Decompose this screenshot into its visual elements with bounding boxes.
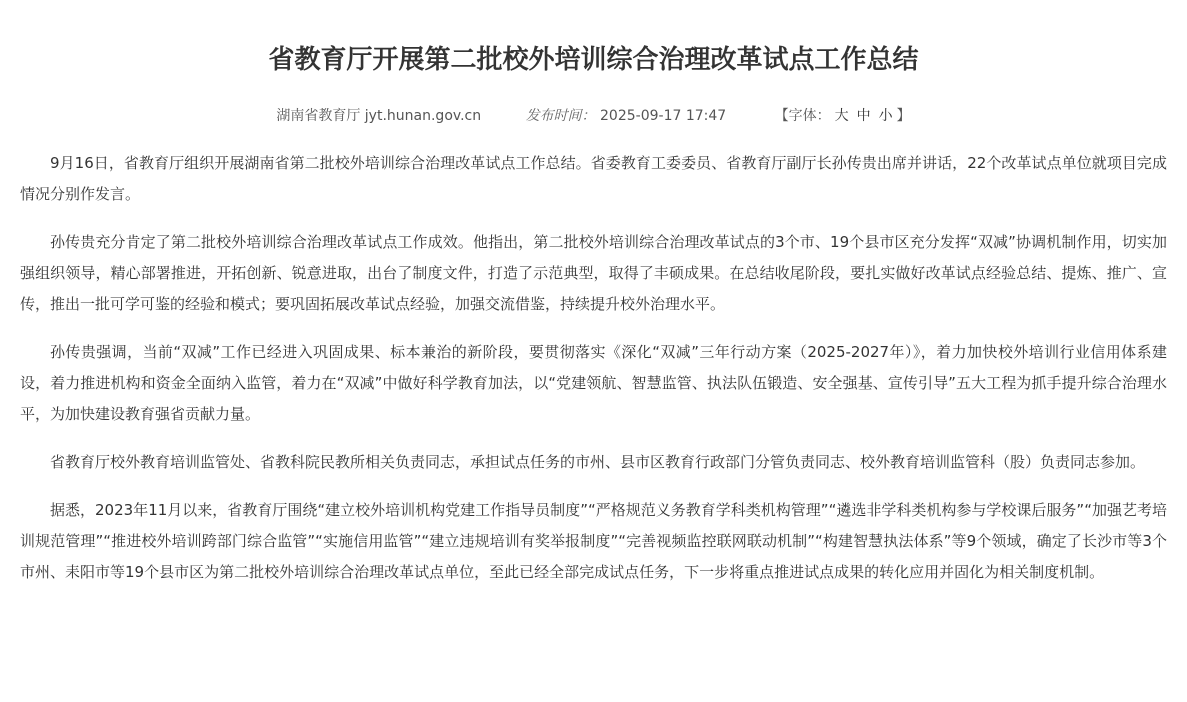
paragraph: 省教育厅校外教育培训监管处、省教科院民教所相关负责同志，承担试点任务的市州、县市区教育行政部门分管负责同志、校外教育培训监管科（股）负责同志参加。	[50, 453, 1146, 471]
article-meta	[20, 102, 1167, 130]
article-body	[20, 148, 1167, 588]
paragraph: 9月16日，省教育厅组织开展湖南省第二批校外培训综合治理改革试点工作总结。省委教育工委委员、省教育厅副厅长孙传贵出席并讲话，22个改革试点单位就项目完成情况分别作发言。	[20, 154, 1167, 203]
font-size-open: 【字体：	[774, 108, 831, 124]
font-size-large-button[interactable]: 大	[834, 108, 849, 124]
article-title: 省教育厅开展第二批校外培训综合治理改革试点工作总结	[268, 45, 919, 75]
paragraph: 据悉，2023年11月以来，省教育厅围绕“建立校外培训机构党建工作指导员制度”“严格规范义务教育学科类机构管理”“遴选非学科类机构参与学校课后服务”“加强艺考培训规范管理”“推进校外培训跨部门综合监管”“实施信用监管”“建立违规培训有奖举报制度”“完善视频监控联网联动机制”“构建智慧执法体系”等9个领域，确定了长沙市等3个市州、耒阳市等19个县市区为第二批校外培训综合治理改革试点单位，至此已经全部完成试点任务，下一步将重点推进试点成果的转化应用并固化为相关制度机制。	[20, 501, 1167, 581]
publish-time: 2025-09-17 17:47	[600, 108, 727, 124]
source-label: 湖南省教育厅 jyt.hunan.gov.cn	[276, 108, 482, 124]
font-size-close: 】	[896, 108, 911, 124]
publish-time-label: 发布时间：	[525, 108, 596, 124]
font-size-medium-button[interactable]: 中	[856, 108, 871, 124]
font-size-small-button[interactable]: 小	[878, 108, 893, 124]
paragraph: 孙传贵充分肯定了第二批校外培训综合治理改革试点工作成效。他指出，第二批校外培训综合治理改革试点的3个市、19个县市区充分发挥“双减”协调机制作用，切实加强组织领导，精心部署推进，开拓创新、锐意进取，出台了制度文件，打造了示范典型，取得了丰硕成果。在总结收尾阶段，要扎实做好改革试点经验总结、提炼、推广、宣传，推出一批可学可鉴的经验和模式；要巩固拓展改革试点经验，加强交流借鉴，持续提升校外治理水平。	[20, 233, 1167, 313]
font-size-switcher	[775, 102, 911, 130]
paragraph: 孙传贵强调，当前“双减”工作已经进入巩固成果、标本兼治的新阶段，要贯彻落实《深化“双减”三年行动方案（2025-2027年）》，着力加快校外培训行业信用体系建设，着力推进机构和资金全面纳入监管，着力在“双减”中做好科学教育加法，以“党建领航、智慧监管、执法队伍锻造、安全强基、宣传引导”五大工程为抓手提升综合治理水平，为加快建设教育强省贡献力量。	[20, 343, 1167, 423]
publish-info	[526, 102, 727, 130]
